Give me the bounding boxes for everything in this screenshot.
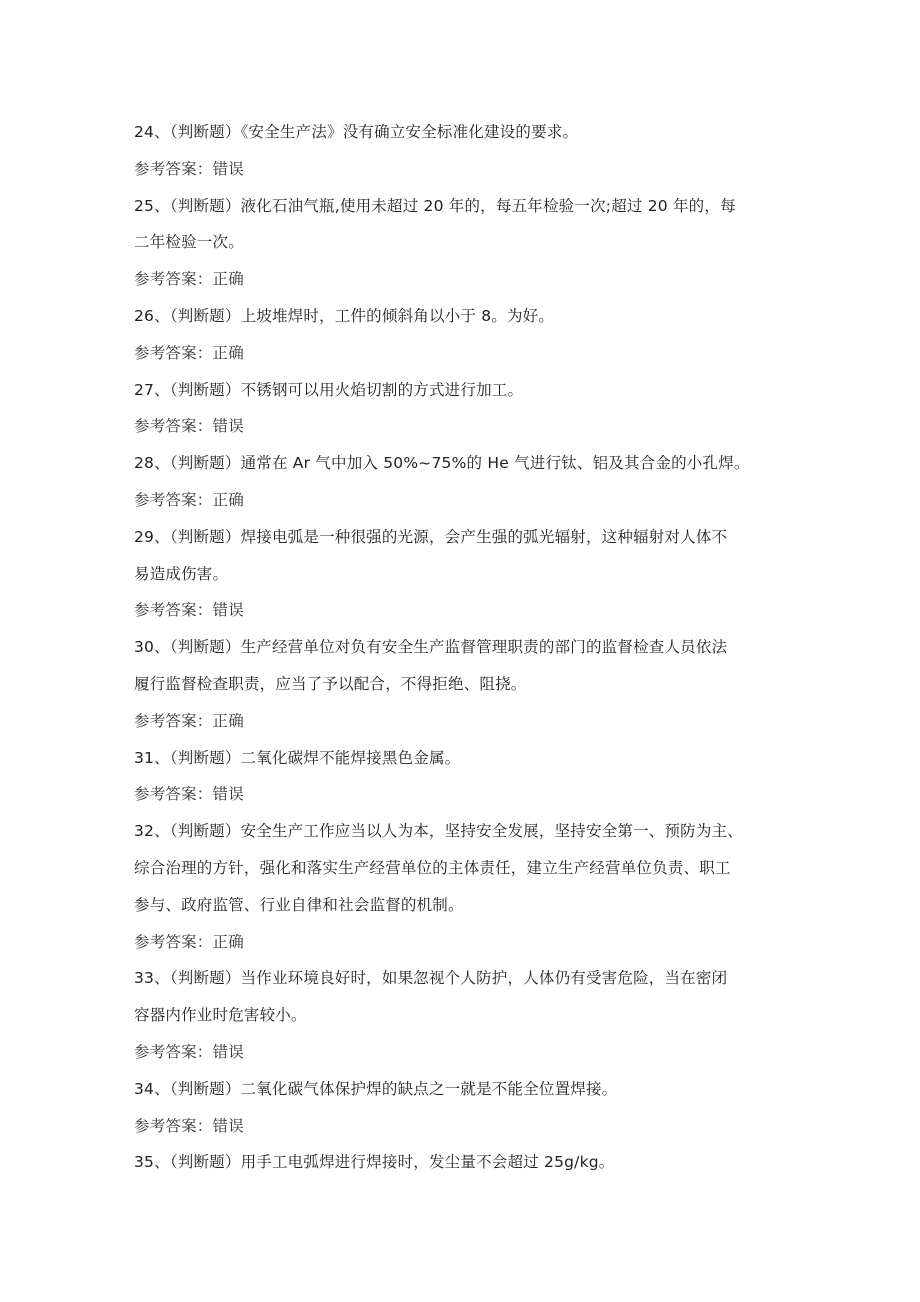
question-34-line-1: 34、（判断题）二氧化碳气体保护焊的缺点之一就是不能全位置焊接。 [134, 1079, 618, 1098]
answer-24: 参考答案：错误 [134, 159, 244, 178]
question-27-line-1: 27、（判断题）不锈钢可以用火焰切割的方式进行加工。 [134, 380, 524, 399]
question-33-line-2: 容器内作业时危害较小。 [134, 1006, 307, 1025]
question-list [134, 114, 794, 1181]
question-31-line-1: 31、（判断题）二氧化碳焊不能焊接黑色金属。 [134, 748, 461, 767]
question-32-line-3: 参与、政府监管、行业自律和社会监督的机制。 [134, 895, 464, 914]
answer-25: 参考答案：正确 [134, 270, 244, 289]
answer-28: 参考答案：正确 [134, 490, 244, 509]
answer-27: 参考答案：错误 [134, 417, 244, 436]
question-30-line-1: 30、（判断题）生产经营单位对负有安全生产监督管理职责的部门的监督检查人员依法 [134, 638, 728, 657]
answer-30: 参考答案：正确 [134, 711, 244, 730]
question-25-line-2: 二年检验一次。 [134, 233, 244, 252]
question-33-line-1: 33、（判断题）当作业环境良好时，如果忽视个人防护，人体仍有受害危险，当在密闭 [134, 969, 728, 988]
question-32-line-1: 32、（判断题）安全生产工作应当以人为本，坚持安全发展，坚持安全第一、预防为主、 [134, 822, 743, 841]
question-32-line-2: 综合治理的方针，强化和落实生产经营单位的主体责任，建立生产经营单位负责、职工 [134, 858, 731, 877]
answer-33: 参考答案：错误 [134, 1042, 244, 1061]
question-26-line-1: 26、（判断题）上坡堆焊时，工件的倾斜角以小于 8。为好。 [134, 306, 555, 325]
answer-34: 参考答案：错误 [134, 1116, 244, 1135]
question-29-line-1: 29、（判断题）焊接电弧是一种很强的光源，会产生强的弧光辐射，这种辐射对人体不 [134, 527, 728, 546]
answer-32: 参考答案：正确 [134, 932, 244, 951]
answer-31: 参考答案：错误 [134, 785, 244, 804]
question-24-line-1: 24、（判断题）《安全生产法》没有确立安全标准化建设的要求。 [134, 123, 579, 141]
question-28-line-1: 28、（判断题）通常在 Ar 气中加入 50%~75%的 He 气进行钛、铝及其合金的小孔焊。 [134, 454, 750, 473]
answer-26: 参考答案：正确 [134, 343, 244, 362]
question-30-line-2: 履行监督检查职责，应当了予以配合，不得拒绝、阻挠。 [134, 674, 527, 693]
question-29-line-2: 易造成伤害。 [134, 564, 229, 583]
question-25-line-1: 25、（判断题）液化石油气瓶,使用未超过 20 年的，每五年检验一次;超过 20 年的，每 [134, 196, 736, 215]
question-35-line-1: 35、（判断题）用手工电弧焊进行焊接时，发尘量不会超过 25g/kg。 [134, 1153, 615, 1172]
answer-29: 参考答案：错误 [134, 601, 244, 620]
